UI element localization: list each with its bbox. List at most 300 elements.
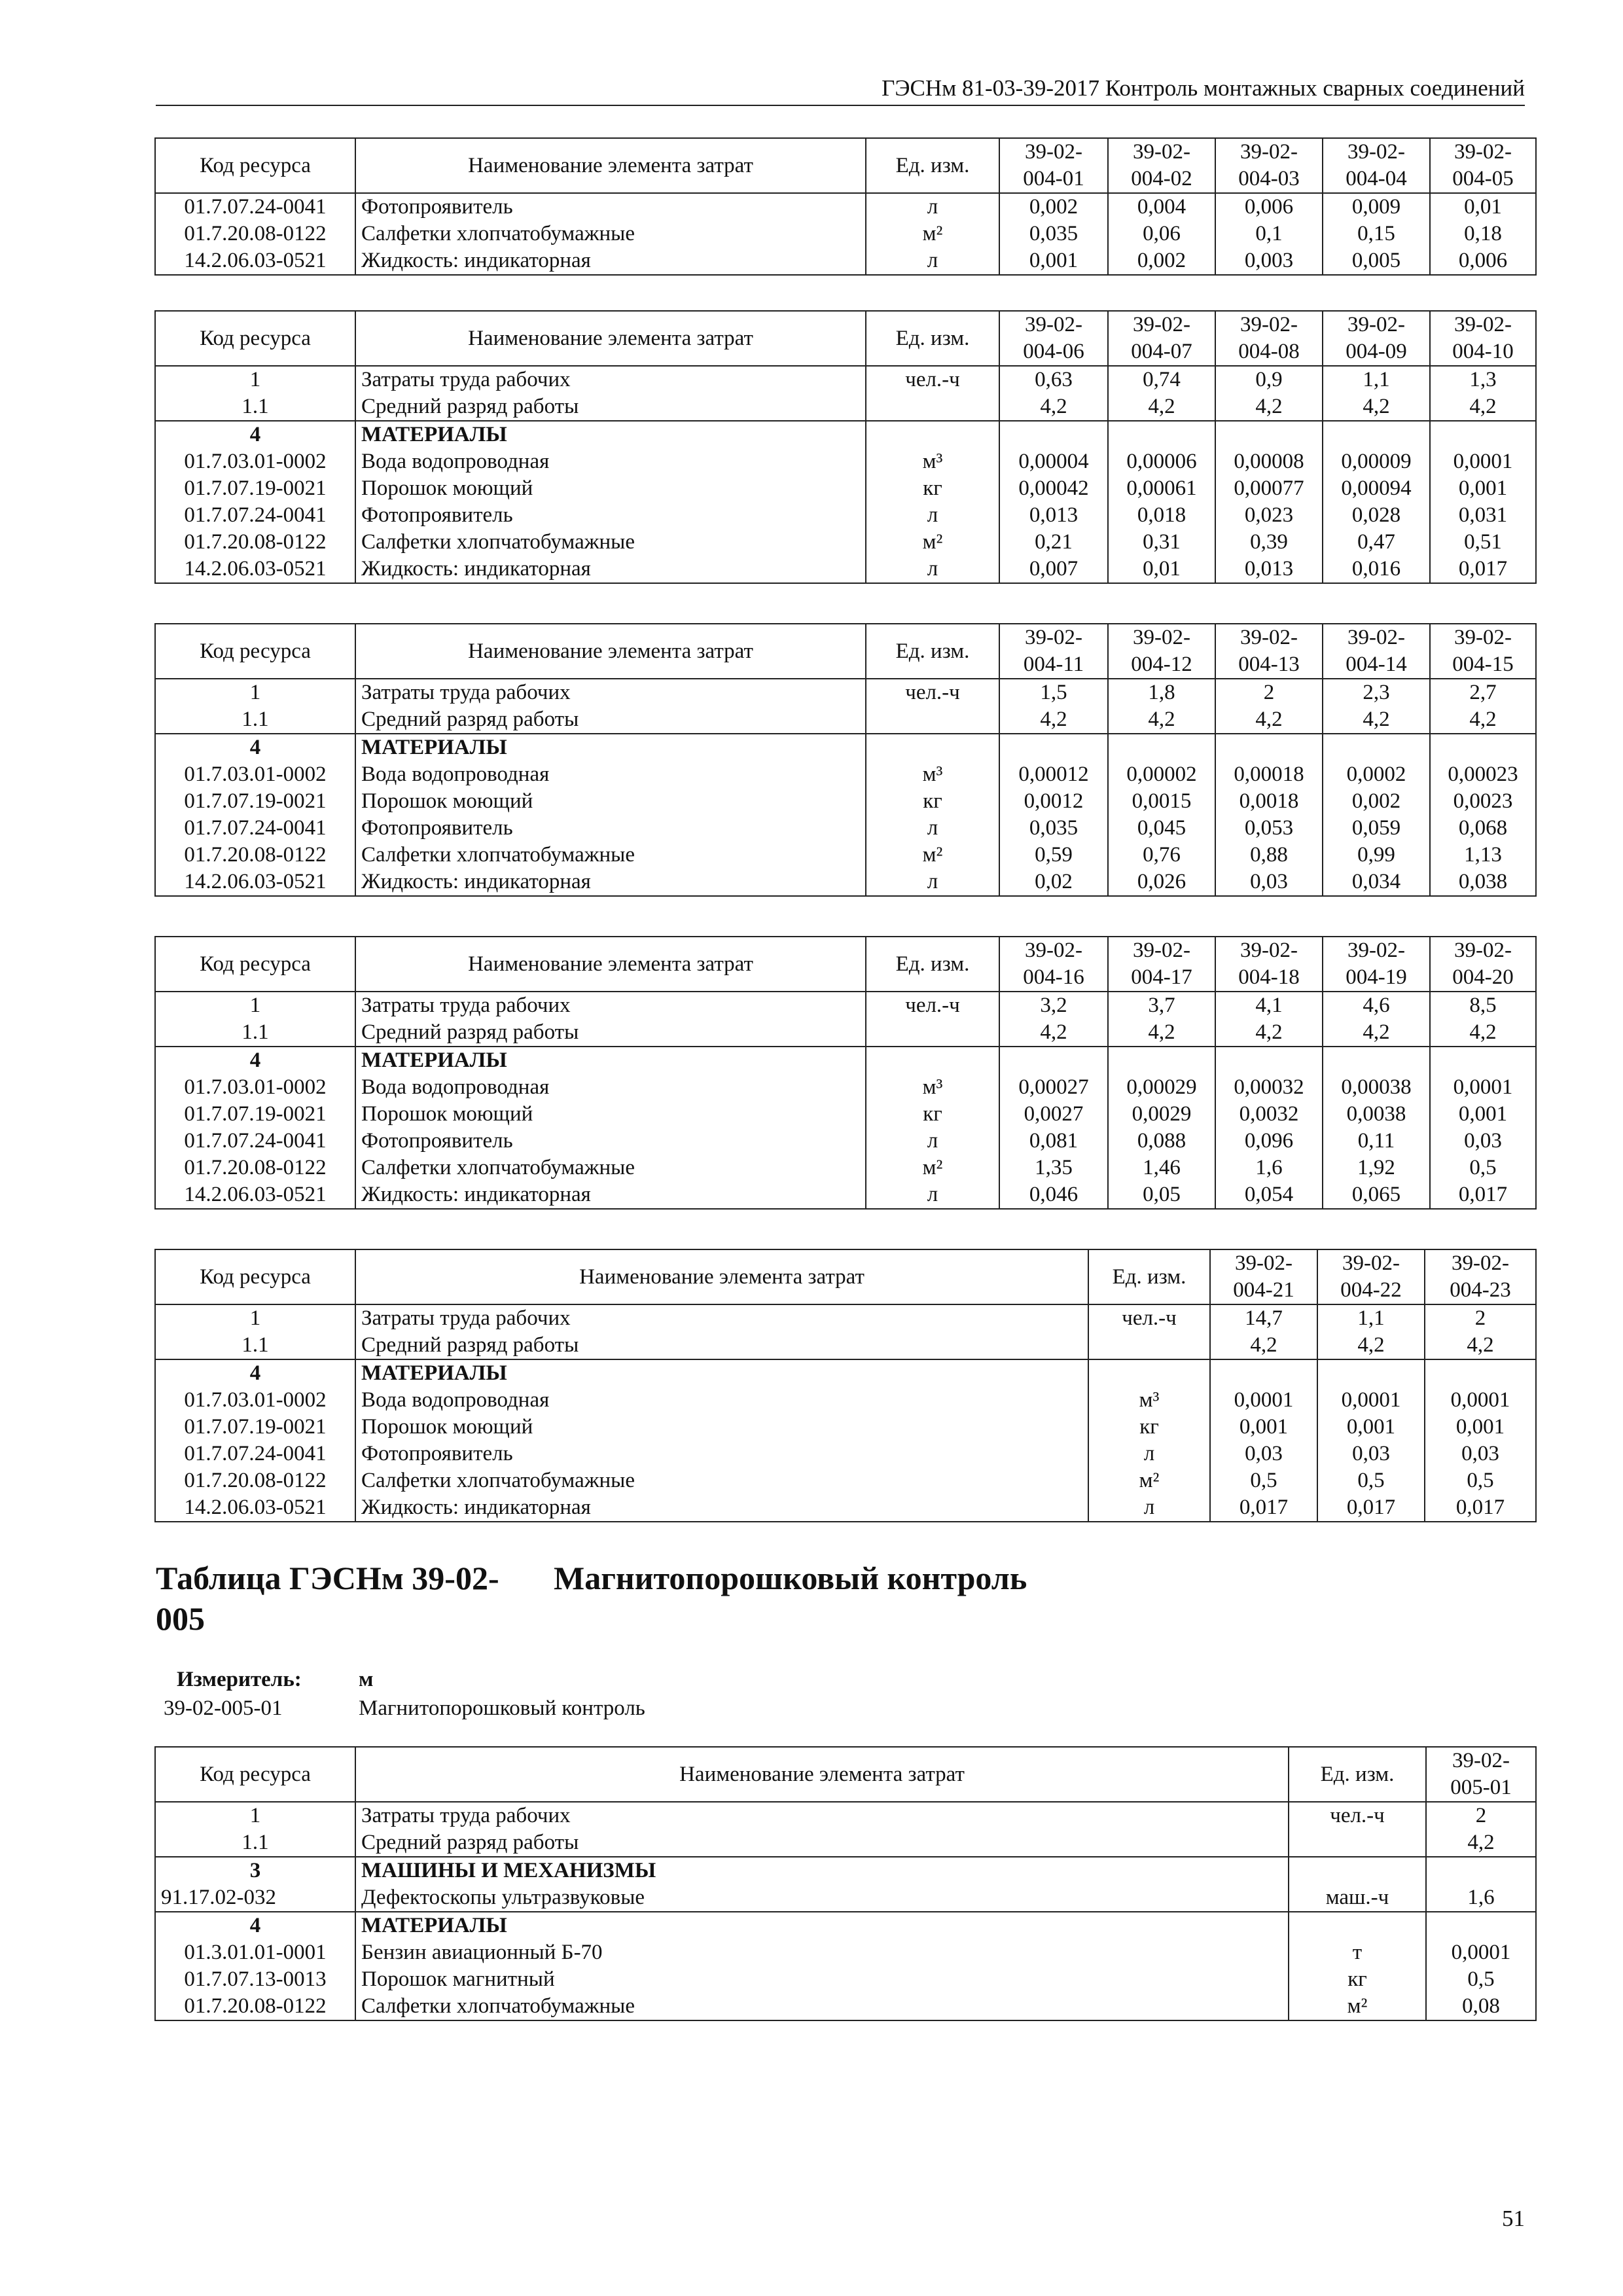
table-row bbox=[155, 1884, 1536, 1912]
norm-value-cell: 0,003 bbox=[1215, 247, 1323, 275]
resource-code-cell: 4 bbox=[155, 1359, 355, 1387]
table-header-row bbox=[155, 311, 1536, 366]
table-row bbox=[155, 1128, 1536, 1155]
norm-value-cell: 0,5 bbox=[1426, 1966, 1536, 1993]
norm-value-cell: 0,00061 bbox=[1108, 475, 1215, 502]
unit-cell: маш.-ч bbox=[1289, 1884, 1426, 1912]
norm-value-cell: 0,00018 bbox=[1215, 761, 1323, 788]
norm-value-cell: 0,47 bbox=[1323, 529, 1430, 556]
col-header-unit: Ед. изм. bbox=[866, 311, 999, 366]
resource-name-cell: Порошок магнитный bbox=[355, 1966, 1289, 1993]
norm-value-cell: 0,007 bbox=[999, 556, 1108, 583]
table-row bbox=[155, 1829, 1536, 1857]
col-header-name: Наименование элемента затрат bbox=[355, 624, 866, 679]
unit-cell: м² bbox=[866, 1155, 999, 1181]
norm-value-cell: 0,74 bbox=[1108, 366, 1215, 393]
col-header-norm bbox=[1215, 311, 1323, 366]
norm-value-cell: 0,017 bbox=[1430, 556, 1536, 583]
table-row bbox=[155, 788, 1536, 815]
col-header-unit: Ед. изм. bbox=[866, 624, 999, 679]
unit-cell bbox=[866, 734, 999, 761]
norm-code-part2: 004-17 bbox=[1131, 965, 1192, 989]
norm-value-cell: 0,18 bbox=[1430, 221, 1536, 247]
resource-code-cell: 01.7.20.08-0122 bbox=[155, 1155, 355, 1181]
resource-code-cell: 14.2.06.03-0521 bbox=[155, 869, 355, 896]
norm-value-cell bbox=[1323, 734, 1430, 761]
table-row bbox=[155, 869, 1536, 896]
norm-value-cell: 0,00038 bbox=[1323, 1074, 1430, 1101]
unit-cell: м³ bbox=[1088, 1387, 1210, 1414]
resource-code-cell: 01.7.03.01-0002 bbox=[155, 448, 355, 475]
col-header-norm bbox=[1210, 1249, 1317, 1304]
resource-code-cell: 4 bbox=[155, 1912, 355, 1939]
col-header-norm bbox=[1430, 624, 1536, 679]
col-header-norm bbox=[1108, 138, 1215, 193]
unit-cell: кг bbox=[1088, 1414, 1210, 1441]
norm-value-cell: 0,065 bbox=[1323, 1181, 1430, 1209]
norm-code-part1: 39-02- bbox=[1025, 313, 1082, 336]
norm-value-cell: 4,2 bbox=[1215, 393, 1323, 421]
norm-value-cell: 1,1 bbox=[1317, 1304, 1425, 1332]
norm-value-cell: 4,2 bbox=[1108, 1019, 1215, 1047]
norm-value-cell: 0,001 bbox=[1317, 1414, 1425, 1441]
norm-value-cell: 0,005 bbox=[1323, 247, 1430, 275]
table-row bbox=[155, 1939, 1536, 1966]
unit-cell: л bbox=[866, 1181, 999, 1209]
norm-code-part2: 004-03 bbox=[1238, 167, 1300, 190]
col-header-norm bbox=[999, 937, 1108, 992]
unit-cell: т bbox=[1289, 1939, 1426, 1966]
resource-table-1 bbox=[154, 137, 1537, 276]
resource-code-cell: 01.7.07.19-0021 bbox=[155, 1101, 355, 1128]
unit-cell: м² bbox=[1289, 1993, 1426, 2020]
table-row bbox=[155, 1019, 1536, 1047]
col-header-norm bbox=[1323, 311, 1430, 366]
unit-cell: м³ bbox=[866, 1074, 999, 1101]
unit-cell: м³ bbox=[866, 761, 999, 788]
norm-value-cell: 8,5 bbox=[1430, 992, 1536, 1019]
table-row bbox=[155, 1332, 1536, 1359]
norm-value-cell: 0,0032 bbox=[1215, 1101, 1323, 1128]
col-header-norm bbox=[1108, 937, 1215, 992]
norm-code-part1: 39-02- bbox=[1452, 1251, 1509, 1275]
norm-code-part2: 004-18 bbox=[1238, 965, 1300, 989]
norm-value-cell: 2,3 bbox=[1323, 679, 1430, 706]
col-header-norm bbox=[999, 311, 1108, 366]
norm-value-cell: 0,038 bbox=[1430, 869, 1536, 896]
table-row bbox=[155, 842, 1536, 869]
unit-cell bbox=[1088, 1332, 1210, 1359]
resource-code-cell: 1 bbox=[155, 992, 355, 1019]
table-row bbox=[155, 1101, 1536, 1128]
norm-code-part1: 39-02- bbox=[1347, 140, 1405, 164]
norm-value-cell: 0,013 bbox=[999, 502, 1108, 529]
resource-name-cell: Салфетки хлопчатобумажные bbox=[355, 221, 866, 247]
unit-cell: л bbox=[866, 869, 999, 896]
unit-cell: чел.-ч bbox=[1088, 1304, 1210, 1332]
norm-code-part1: 39-02- bbox=[1133, 939, 1190, 962]
norm-value-cell: 4,2 bbox=[1323, 1019, 1430, 1047]
resource-code-cell: 01.7.20.08-0122 bbox=[155, 842, 355, 869]
table-row bbox=[155, 992, 1536, 1019]
resource-code-cell: 01.7.07.24-0041 bbox=[155, 1441, 355, 1467]
norm-value-cell bbox=[1430, 421, 1536, 448]
norm-value-cell bbox=[1323, 1047, 1430, 1074]
norm-value-cell: 4,2 bbox=[1323, 706, 1430, 734]
resource-code-cell: 01.7.20.08-0122 bbox=[155, 221, 355, 247]
norm-code-part1: 39-02- bbox=[1025, 140, 1082, 164]
resource-code-cell: 1 bbox=[155, 679, 355, 706]
norm-value-cell: 0,00004 bbox=[999, 448, 1108, 475]
norm-value-cell: 0,053 bbox=[1215, 815, 1323, 842]
norm-value-cell: 0,068 bbox=[1430, 815, 1536, 842]
norm-value-cell: 0,05 bbox=[1108, 1181, 1215, 1209]
table-row bbox=[155, 556, 1536, 583]
norm-code-part1: 39-02- bbox=[1133, 140, 1190, 164]
col-header-norm bbox=[999, 624, 1108, 679]
norm-value-cell: 0,0001 bbox=[1317, 1387, 1425, 1414]
resource-code-cell: 01.7.07.19-0021 bbox=[155, 788, 355, 815]
resource-name-cell: Жидкость: индикаторная bbox=[355, 1494, 1088, 1522]
col-header-norm bbox=[1430, 138, 1536, 193]
norm-value-cell: 0,01 bbox=[1108, 556, 1215, 583]
resource-name-cell: Фотопроявитель bbox=[355, 1441, 1088, 1467]
norm-value-cell: 0,0023 bbox=[1430, 788, 1536, 815]
resource-name-cell: Затраты труда рабочих bbox=[355, 679, 866, 706]
table-row bbox=[155, 1181, 1536, 1209]
col-header-code: Код ресурса bbox=[155, 311, 355, 366]
resource-name-cell: Средний разряд работы bbox=[355, 1332, 1088, 1359]
unit-cell bbox=[1088, 1359, 1210, 1387]
table-header-row bbox=[155, 624, 1536, 679]
norm-value-cell: 2 bbox=[1426, 1802, 1536, 1829]
resource-name-cell: Фотопроявитель bbox=[355, 1128, 866, 1155]
resource-code-cell: 14.2.06.03-0521 bbox=[155, 1181, 355, 1209]
resource-code-cell: 91.17.02-032 bbox=[155, 1884, 355, 1912]
norm-value-cell bbox=[1425, 1359, 1536, 1387]
norm-code-part1: 39-02- bbox=[1454, 626, 1512, 649]
norm-code-part1: 39-02- bbox=[1025, 939, 1082, 962]
resource-name-cell: Салфетки хлопчатобумажные bbox=[355, 1155, 866, 1181]
norm-value-cell: 0,028 bbox=[1323, 502, 1430, 529]
table-row bbox=[155, 448, 1536, 475]
norm-value-cell: 0,016 bbox=[1323, 556, 1430, 583]
table-row bbox=[155, 502, 1536, 529]
norm-value-cell: 0,006 bbox=[1430, 247, 1536, 275]
unit-cell: л bbox=[866, 1128, 999, 1155]
unit-cell: л bbox=[1088, 1441, 1210, 1467]
unit-cell: чел.-ч bbox=[866, 679, 999, 706]
norm-value-cell bbox=[1430, 734, 1536, 761]
norm-value-cell: 0,088 bbox=[1108, 1128, 1215, 1155]
norm-code-part2: 004-11 bbox=[1023, 653, 1084, 676]
norm-value-cell: 1,92 bbox=[1323, 1155, 1430, 1181]
col-header-name: Наименование элемента затрат bbox=[355, 1747, 1289, 1802]
norm-code-part1: 39-02- bbox=[1025, 626, 1082, 649]
norm-value-cell: 0,00029 bbox=[1108, 1074, 1215, 1101]
col-header-norm bbox=[1323, 138, 1430, 193]
resource-name-cell: МАТЕРИАЛЫ bbox=[355, 1359, 1088, 1387]
unit-cell: м² bbox=[1088, 1467, 1210, 1494]
col-header-norm bbox=[1323, 624, 1430, 679]
norm-code-part2: 004-05 bbox=[1452, 167, 1514, 190]
unit-cell: кг bbox=[866, 475, 999, 502]
norm-code-part2: 004-20 bbox=[1452, 965, 1514, 989]
unit-cell: л bbox=[866, 247, 999, 275]
norm-value-cell: 0,59 bbox=[999, 842, 1108, 869]
col-header-norm bbox=[1426, 1747, 1536, 1802]
unit-cell: л bbox=[866, 815, 999, 842]
unit-cell: л bbox=[866, 556, 999, 583]
norm-value-cell: 0,031 bbox=[1430, 502, 1536, 529]
resource-code-cell: 01.7.20.08-0122 bbox=[155, 1993, 355, 2020]
norm-value-cell: 0,03 bbox=[1210, 1441, 1317, 1467]
norm-value-cell: 0,5 bbox=[1210, 1467, 1317, 1494]
unit-cell: м² bbox=[866, 221, 999, 247]
resource-code-cell: 1.1 bbox=[155, 393, 355, 421]
col-header-norm bbox=[1108, 624, 1215, 679]
resource-name-cell: МАТЕРИАЛЫ bbox=[355, 421, 866, 448]
table-row bbox=[155, 1467, 1536, 1494]
norm-value-cell: 1,46 bbox=[1108, 1155, 1215, 1181]
norm-value-cell: 4,2 bbox=[1425, 1332, 1536, 1359]
resource-code-cell: 4 bbox=[155, 421, 355, 448]
norm-value-cell bbox=[1430, 1047, 1536, 1074]
norm-value-cell: 0,013 bbox=[1215, 556, 1323, 583]
norm-value-cell bbox=[999, 1047, 1108, 1074]
norm-value-cell bbox=[1210, 1359, 1317, 1387]
norm-value-cell: 0,017 bbox=[1210, 1494, 1317, 1522]
norm-value-cell: 0,1 bbox=[1215, 221, 1323, 247]
col-header-name: Наименование элемента затрат bbox=[355, 937, 866, 992]
table-row bbox=[155, 1966, 1536, 1993]
resource-code-cell: 01.7.03.01-0002 bbox=[155, 1074, 355, 1101]
resource-code-cell: 14.2.06.03-0521 bbox=[155, 1494, 355, 1522]
norm-code-part1: 39-02- bbox=[1452, 1749, 1510, 1772]
norm-value-cell: 1,5 bbox=[999, 679, 1108, 706]
norm-value-cell: 0,01 bbox=[1430, 193, 1536, 221]
table-row bbox=[155, 1993, 1536, 2020]
norm-value-cell: 4,2 bbox=[1426, 1829, 1536, 1857]
resource-code-cell: 1.1 bbox=[155, 1332, 355, 1359]
resource-name-cell: Затраты труда рабочих bbox=[355, 992, 866, 1019]
resource-code-cell: 14.2.06.03-0521 bbox=[155, 556, 355, 583]
unit-cell: кг bbox=[866, 1101, 999, 1128]
table-row bbox=[155, 1155, 1536, 1181]
norm-value-cell: 4,2 bbox=[999, 393, 1108, 421]
col-header-code: Код ресурса bbox=[155, 1249, 355, 1304]
resource-name-cell: Средний разряд работы bbox=[355, 1019, 866, 1047]
norm-value-cell: 4,2 bbox=[1430, 1019, 1536, 1047]
norm-value-cell: 14,7 bbox=[1210, 1304, 1317, 1332]
norm-code-part2: 004-07 bbox=[1131, 340, 1192, 363]
norm-value-cell: 0,15 bbox=[1323, 221, 1430, 247]
norm-code-part2: 004-02 bbox=[1131, 167, 1192, 190]
resource-name-cell: Вода водопроводная bbox=[355, 448, 866, 475]
resource-code-cell: 01.3.01.01-0001 bbox=[155, 1939, 355, 1966]
unit-cell: кг bbox=[866, 788, 999, 815]
norm-value-cell: 0,02 bbox=[999, 869, 1108, 896]
unit-cell: чел.-ч bbox=[1289, 1802, 1426, 1829]
unit-cell: чел.-ч bbox=[866, 992, 999, 1019]
norm-value-cell: 0,017 bbox=[1317, 1494, 1425, 1522]
norm-value-cell: 0,63 bbox=[999, 366, 1108, 393]
resource-name-cell: Вода водопроводная bbox=[355, 1074, 866, 1101]
resource-code-cell: 01.7.07.24-0041 bbox=[155, 193, 355, 221]
norm-value-cell: 4,6 bbox=[1323, 992, 1430, 1019]
norm-value-cell: 0,9 bbox=[1215, 366, 1323, 393]
resource-name-cell: МАТЕРИАЛЫ bbox=[355, 1912, 1289, 1939]
norm-value-cell: 0,026 bbox=[1108, 869, 1215, 896]
table-row bbox=[155, 221, 1536, 247]
unit-cell bbox=[866, 421, 999, 448]
page-header-title: ГЭСНм 81-03-39-2017 Контроль монтажных сварных соединений bbox=[882, 75, 1525, 101]
norm-code-part2: 004-19 bbox=[1346, 965, 1407, 989]
resource-code-cell: 01.7.20.08-0122 bbox=[155, 1467, 355, 1494]
resource-code-cell: 1 bbox=[155, 1304, 355, 1332]
resource-code-cell: 01.7.07.19-0021 bbox=[155, 1414, 355, 1441]
resource-code-cell: 01.7.07.13-0013 bbox=[155, 1966, 355, 1993]
norm-value-cell: 0,001 bbox=[1425, 1414, 1536, 1441]
table-row bbox=[155, 815, 1536, 842]
unit-cell: м² bbox=[866, 529, 999, 556]
col-header-code: Код ресурса bbox=[155, 1747, 355, 1802]
resource-code-cell: 01.7.07.24-0041 bbox=[155, 1128, 355, 1155]
norm-value-cell: 0,51 bbox=[1430, 529, 1536, 556]
norm-value-cell: 0,00032 bbox=[1215, 1074, 1323, 1101]
norm-code-part1: 39-02- bbox=[1454, 313, 1512, 336]
norm-value-cell: 0,00094 bbox=[1323, 475, 1430, 502]
col-header-norm bbox=[1430, 937, 1536, 992]
resource-code-cell: 1 bbox=[155, 1802, 355, 1829]
norm-value-cell: 0,0001 bbox=[1425, 1387, 1536, 1414]
norm-code-part2: 004-13 bbox=[1238, 653, 1300, 676]
norm-code-part1: 39-02- bbox=[1240, 140, 1298, 164]
norm-value-cell: 4,2 bbox=[1108, 706, 1215, 734]
norm-value-cell: 0,03 bbox=[1425, 1441, 1536, 1467]
norm-code-part2: 004-16 bbox=[1023, 965, 1084, 989]
norm-value-cell: 0,03 bbox=[1215, 869, 1323, 896]
norm-value-cell: 0,31 bbox=[1108, 529, 1215, 556]
resource-code-cell: 1.1 bbox=[155, 1019, 355, 1047]
resource-name-cell: Вода водопроводная bbox=[355, 1387, 1088, 1414]
col-header-code: Код ресурса bbox=[155, 624, 355, 679]
resource-name-cell: Средний разряд работы bbox=[355, 393, 866, 421]
norm-value-cell: 1,6 bbox=[1215, 1155, 1323, 1181]
norm-value-cell: 0,0018 bbox=[1215, 788, 1323, 815]
unit-cell bbox=[1289, 1912, 1426, 1939]
resource-name-cell: Затраты труда рабочих bbox=[355, 1802, 1289, 1829]
norm-value-cell bbox=[1323, 421, 1430, 448]
norm-value-cell: 0,0001 bbox=[1430, 1074, 1536, 1101]
resource-name-cell: Салфетки хлопчатобумажные bbox=[355, 842, 866, 869]
table-row bbox=[155, 734, 1536, 761]
norm-code-part1: 39-02- bbox=[1240, 939, 1298, 962]
col-header-unit: Ед. изм. bbox=[1088, 1249, 1210, 1304]
norm-code-part2: 004-21 bbox=[1233, 1278, 1294, 1302]
col-header-norm bbox=[1108, 311, 1215, 366]
norm-value-cell bbox=[1108, 734, 1215, 761]
resource-name-cell: МАТЕРИАЛЫ bbox=[355, 734, 866, 761]
resource-name-cell: Фотопроявитель bbox=[355, 502, 866, 529]
resource-name-cell: Затраты труда рабочих bbox=[355, 1304, 1088, 1332]
norm-value-cell: 4,2 bbox=[1210, 1332, 1317, 1359]
col-header-unit: Ед. изм. bbox=[1289, 1747, 1426, 1802]
resource-name-cell: Порошок моющий bbox=[355, 475, 866, 502]
norm-code-part1: 39-02- bbox=[1454, 140, 1512, 164]
norm-value-cell: 0,023 bbox=[1215, 502, 1323, 529]
table-row bbox=[155, 679, 1536, 706]
table-row bbox=[155, 706, 1536, 734]
resource-name-cell: Жидкость: индикаторная bbox=[355, 869, 866, 896]
norm-value-cell: 0,018 bbox=[1108, 502, 1215, 529]
norm-value-cell: 4,2 bbox=[1108, 393, 1215, 421]
table-row bbox=[155, 193, 1536, 221]
norm-code-part2: 004-09 bbox=[1346, 340, 1407, 363]
col-header-norm bbox=[1215, 624, 1323, 679]
resource-name-cell: Бензин авиационный Б-70 bbox=[355, 1939, 1289, 1966]
resource-name-cell: МАТЕРИАЛЫ bbox=[355, 1047, 866, 1074]
norm-value-cell bbox=[1426, 1857, 1536, 1884]
norm-value-cell: 0,017 bbox=[1430, 1181, 1536, 1209]
norm-value-cell: 0,00006 bbox=[1108, 448, 1215, 475]
resource-code-cell: 1 bbox=[155, 366, 355, 393]
norm-value-cell bbox=[1215, 734, 1323, 761]
table-row bbox=[155, 1304, 1536, 1332]
table-row bbox=[155, 1047, 1536, 1074]
norm-value-cell: 0,0001 bbox=[1430, 448, 1536, 475]
norm-value-cell: 0,39 bbox=[1215, 529, 1323, 556]
norm-code-part1: 39-02- bbox=[1240, 313, 1298, 336]
norm-value-cell: 0,00008 bbox=[1215, 448, 1323, 475]
norm-value-cell: 4,2 bbox=[1323, 393, 1430, 421]
norm-value-cell: 0,5 bbox=[1430, 1155, 1536, 1181]
norm-value-cell: 0,00027 bbox=[999, 1074, 1108, 1101]
resource-code-cell: 14.2.06.03-0521 bbox=[155, 247, 355, 275]
norm-value-cell bbox=[1317, 1359, 1425, 1387]
norm-value-cell: 0,06 bbox=[1108, 221, 1215, 247]
norm-value-cell: 4,2 bbox=[1430, 706, 1536, 734]
resource-name-cell: Фотопроявитель bbox=[355, 815, 866, 842]
resource-code-cell: 1.1 bbox=[155, 706, 355, 734]
table-row bbox=[155, 247, 1536, 275]
resource-code-cell: 01.7.07.19-0021 bbox=[155, 475, 355, 502]
norm-value-cell: 0,0002 bbox=[1323, 761, 1430, 788]
norm-value-cell: 0,001 bbox=[1430, 475, 1536, 502]
norm-value-cell: 3,7 bbox=[1108, 992, 1215, 1019]
resource-code-cell: 01.7.03.01-0002 bbox=[155, 1387, 355, 1414]
norm-code-part1: 39-02- bbox=[1342, 1251, 1400, 1275]
norm-value-cell: 1,6 bbox=[1426, 1884, 1536, 1912]
norm-value-cell: 0,0012 bbox=[999, 788, 1108, 815]
resource-name-cell: Жидкость: индикаторная bbox=[355, 247, 866, 275]
norm-value-cell: 4,1 bbox=[1215, 992, 1323, 1019]
norm-value-cell: 0,03 bbox=[1317, 1441, 1425, 1467]
table-row bbox=[155, 1359, 1536, 1387]
unit-cell: л bbox=[1088, 1494, 1210, 1522]
norm-value-cell: 0,001 bbox=[1210, 1414, 1317, 1441]
meter-value: м bbox=[359, 1668, 374, 1691]
resource-name-cell: Жидкость: индикаторная bbox=[355, 1181, 866, 1209]
table-header-row bbox=[155, 1747, 1536, 1802]
norm-code-part1: 39-02- bbox=[1454, 939, 1512, 962]
norm-code-part2: 005-01 bbox=[1450, 1776, 1512, 1799]
table-header-row bbox=[155, 1249, 1536, 1304]
col-header-norm bbox=[1425, 1249, 1536, 1304]
table-row bbox=[155, 761, 1536, 788]
table-row bbox=[155, 1414, 1536, 1441]
resource-table-4 bbox=[154, 936, 1537, 1210]
